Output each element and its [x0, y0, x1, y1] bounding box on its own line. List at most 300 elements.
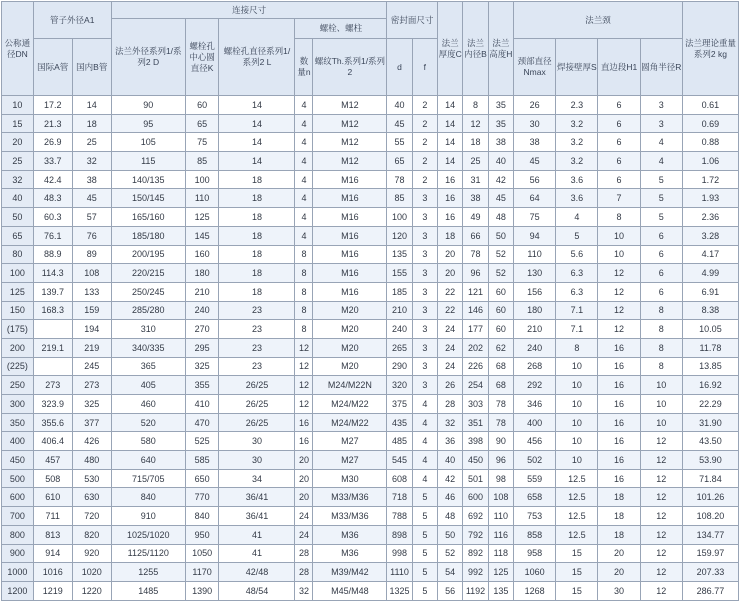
cell-th: M24/M22N: [313, 376, 387, 395]
cell-f: 2: [412, 96, 437, 115]
cell-a: 273: [33, 376, 72, 395]
cell-h1: 10: [598, 226, 640, 245]
cell-dn: 250: [2, 376, 34, 395]
cell-c: 40: [438, 451, 463, 470]
cell-c: 46: [438, 488, 463, 507]
cell-s: 15: [556, 563, 598, 582]
cell-b: 194: [72, 320, 111, 339]
cell-dn: (225): [2, 357, 34, 376]
cell-h: 42: [488, 170, 513, 189]
cell-sd: 120: [387, 226, 412, 245]
cell-sd: 55: [387, 133, 412, 152]
cell-nm: 346: [514, 395, 556, 414]
cell-h1: 20: [598, 563, 640, 582]
cell-nm: 45: [514, 152, 556, 171]
cell-k: 325: [185, 357, 219, 376]
header-pipe-od-intl: 国际A管: [33, 39, 72, 96]
cell-h1: 18: [598, 507, 640, 526]
cell-th: M24/M22: [313, 413, 387, 432]
cell-k: 100: [185, 170, 219, 189]
cell-h1: 12: [598, 264, 640, 283]
cell-dn: 500: [2, 469, 34, 488]
cell-k: 125: [185, 208, 219, 227]
table-row: [2, 432, 739, 451]
cell-dn: 100: [2, 264, 34, 283]
cell-b: 133: [72, 282, 111, 301]
cell-bi: 25: [463, 152, 488, 171]
cell-bi: 792: [463, 525, 488, 544]
cell-d: 840: [111, 488, 185, 507]
cell-d: 405: [111, 376, 185, 395]
cell-r: 12: [640, 488, 682, 507]
cell-r: 8: [640, 301, 682, 320]
cell-sd: 40: [387, 96, 412, 115]
cell-sd: 290: [387, 357, 412, 376]
cell-th: M30: [313, 469, 387, 488]
cell-k: 470: [185, 413, 219, 432]
cell-r: 10: [640, 395, 682, 414]
cell-dn: 1000: [2, 563, 34, 582]
cell-d: 580: [111, 432, 185, 451]
cell-k: 525: [185, 432, 219, 451]
cell-f: 3: [412, 357, 437, 376]
cell-r: 12: [640, 451, 682, 470]
cell-th: M20: [313, 338, 387, 357]
header-neck-h1: 直边段H1: [598, 39, 640, 96]
cell-sd: 265: [387, 338, 412, 357]
header-connection: 连接尺寸: [111, 2, 387, 19]
header-height: 法兰高度H: [488, 2, 513, 96]
cell-c: 52: [438, 544, 463, 563]
cell-a: 711: [33, 507, 72, 526]
cell-h: 60: [488, 301, 513, 320]
cell-r: 8: [640, 320, 682, 339]
cell-kg: 6.91: [682, 282, 738, 301]
cell-c: 14: [438, 152, 463, 171]
cell-nm: 502: [514, 451, 556, 470]
table-row: [2, 226, 739, 245]
cell-s: 8: [556, 338, 598, 357]
cell-dn: 900: [2, 544, 34, 563]
cell-n: 4: [295, 170, 313, 189]
cell-kg: 4.99: [682, 264, 738, 283]
cell-s: 3.2: [556, 152, 598, 171]
cell-dn: 50: [2, 208, 34, 227]
cell-d: 460: [111, 395, 185, 414]
cell-r: 4: [640, 152, 682, 171]
cell-c: 24: [438, 338, 463, 357]
cell-k: 1170: [185, 563, 219, 582]
cell-s: 3.2: [556, 114, 598, 133]
cell-bi: 18: [463, 133, 488, 152]
cell-n: 4: [295, 133, 313, 152]
cell-h1: 12: [598, 301, 640, 320]
cell-c: 22: [438, 282, 463, 301]
cell-h1: 30: [598, 581, 640, 600]
cell-sd: 1110: [387, 563, 412, 582]
header-bolts: 螺栓、螺柱: [295, 19, 387, 39]
cell-b: 245: [72, 357, 111, 376]
cell-nm: 858: [514, 525, 556, 544]
cell-h1: 18: [598, 525, 640, 544]
cell-k: 950: [185, 525, 219, 544]
cell-b: 920: [72, 544, 111, 563]
cell-h: 98: [488, 469, 513, 488]
header-seal-f: f: [412, 39, 437, 96]
cell-k: 160: [185, 245, 219, 264]
cell-th: M12: [313, 96, 387, 115]
cell-th: M16: [313, 282, 387, 301]
cell-th: M12: [313, 152, 387, 171]
cell-kg: 1.06: [682, 152, 738, 171]
cell-sd: 1325: [387, 581, 412, 600]
table-row: [2, 525, 739, 544]
cell-h1: 6: [598, 133, 640, 152]
cell-nm: 75: [514, 208, 556, 227]
cell-l: 18: [219, 170, 295, 189]
cell-kg: 207.33: [682, 563, 738, 582]
cell-r: 12: [640, 544, 682, 563]
cell-l: 30: [219, 451, 295, 470]
cell-kg: 0.88: [682, 133, 738, 152]
cell-l: 26/25: [219, 376, 295, 395]
cell-f: 2: [412, 133, 437, 152]
cell-r: 12: [640, 507, 682, 526]
cell-th: M12: [313, 114, 387, 133]
header-weight: 法兰理论重量系列2 kg: [682, 2, 738, 96]
header-bolt-circle: 螺栓孔中心圆直径K: [185, 19, 219, 96]
cell-sd: 608: [387, 469, 412, 488]
cell-a: 88.9: [33, 245, 72, 264]
cell-f: 2: [412, 152, 437, 171]
cell-h1: 12: [598, 282, 640, 301]
header-pipe-od-cn: 国内B管: [72, 39, 111, 96]
cell-bi: 600: [463, 488, 488, 507]
cell-d: 105: [111, 133, 185, 152]
cell-a: 813: [33, 525, 72, 544]
cell-kg: 108.20: [682, 507, 738, 526]
header-thickness: 法兰厚度C: [438, 2, 463, 96]
cell-b: 45: [72, 189, 111, 208]
cell-kg: 3.28: [682, 226, 738, 245]
header-dn: 公称通径DN: [2, 2, 34, 96]
cell-sd: 788: [387, 507, 412, 526]
cell-th: M16: [313, 170, 387, 189]
table-row: [2, 320, 739, 339]
cell-n: 12: [295, 395, 313, 414]
header-inner: 法兰内径B: [463, 2, 488, 96]
cell-n: 12: [295, 357, 313, 376]
cell-h1: 16: [598, 395, 640, 414]
cell-th: M16: [313, 208, 387, 227]
cell-n: 8: [295, 301, 313, 320]
cell-d: 90: [111, 96, 185, 115]
cell-c: 56: [438, 581, 463, 600]
cell-a: 17.2: [33, 96, 72, 115]
cell-s: 10: [556, 357, 598, 376]
cell-h: 78: [488, 413, 513, 432]
cell-a: 76.1: [33, 226, 72, 245]
cell-kg: 11.78: [682, 338, 738, 357]
cell-bi: 254: [463, 376, 488, 395]
cell-n: 28: [295, 563, 313, 582]
cell-s: 4: [556, 208, 598, 227]
cell-h: 52: [488, 264, 513, 283]
cell-r: 5: [640, 208, 682, 227]
cell-bi: 146: [463, 301, 488, 320]
header-bolt-thread: 螺纹Th.系列1/系列2: [313, 39, 387, 96]
cell-c: 36: [438, 432, 463, 451]
cell-dn: 125: [2, 282, 34, 301]
cell-nm: 292: [514, 376, 556, 395]
cell-c: 20: [438, 264, 463, 283]
cell-r: 6: [640, 282, 682, 301]
cell-dn: 700: [2, 507, 34, 526]
cell-h: 45: [488, 189, 513, 208]
cell-c: 24: [438, 357, 463, 376]
table-row: [2, 488, 739, 507]
cell-a: 168.3: [33, 301, 72, 320]
cell-h: 52: [488, 245, 513, 264]
cell-a: 508: [33, 469, 72, 488]
cell-l: 23: [219, 357, 295, 376]
cell-bi: 121: [463, 282, 488, 301]
cell-k: 410: [185, 395, 219, 414]
cell-d: 165/160: [111, 208, 185, 227]
cell-k: 85: [185, 152, 219, 171]
cell-r: 3: [640, 96, 682, 115]
cell-bi: 38: [463, 189, 488, 208]
cell-sd: 320: [387, 376, 412, 395]
cell-a: 914: [33, 544, 72, 563]
cell-f: 5: [412, 488, 437, 507]
cell-nm: 156: [514, 282, 556, 301]
cell-bi: 202: [463, 338, 488, 357]
cell-d: 1025/1020: [111, 525, 185, 544]
cell-b: 630: [72, 488, 111, 507]
cell-c: 14: [438, 114, 463, 133]
cell-r: 6: [640, 264, 682, 283]
cell-f: 2: [412, 170, 437, 189]
header-sealing: 密封面尺寸: [387, 2, 438, 39]
cell-n: 8: [295, 282, 313, 301]
cell-bi: 501: [463, 469, 488, 488]
cell-d: 1255: [111, 563, 185, 582]
cell-a: 406.4: [33, 432, 72, 451]
cell-nm: 56: [514, 170, 556, 189]
cell-sd: 718: [387, 488, 412, 507]
table-row: [2, 282, 739, 301]
cell-l: 48/54: [219, 581, 295, 600]
cell-kg: 71.84: [682, 469, 738, 488]
cell-l: 14: [219, 96, 295, 115]
cell-b: 720: [72, 507, 111, 526]
cell-n: 24: [295, 525, 313, 544]
cell-sd: 375: [387, 395, 412, 414]
cell-bi: 12: [463, 114, 488, 133]
cell-sd: 85: [387, 189, 412, 208]
cell-dn: 15: [2, 114, 34, 133]
cell-sd: 485: [387, 432, 412, 451]
cell-a: 323.9: [33, 395, 72, 414]
cell-th: M16: [313, 264, 387, 283]
table-row: [2, 152, 739, 171]
cell-l: 26/25: [219, 395, 295, 414]
table-row: [2, 581, 739, 600]
cell-b: 108: [72, 264, 111, 283]
table-row: [2, 357, 739, 376]
cell-l: 36/41: [219, 507, 295, 526]
cell-nm: 30: [514, 114, 556, 133]
flange-spec-table: [1, 1, 739, 601]
flange-spec-table-container: [1, 1, 739, 596]
table-header: [2, 2, 739, 96]
cell-dn: 150: [2, 301, 34, 320]
cell-h: 116: [488, 525, 513, 544]
table-row: [2, 245, 739, 264]
cell-b: 76: [72, 226, 111, 245]
cell-l: 18: [219, 282, 295, 301]
cell-kg: 134.77: [682, 525, 738, 544]
cell-bi: 66: [463, 226, 488, 245]
cell-c: 14: [438, 133, 463, 152]
cell-f: 4: [412, 413, 437, 432]
cell-nm: 130: [514, 264, 556, 283]
cell-h1: 16: [598, 432, 640, 451]
cell-c: 16: [438, 170, 463, 189]
cell-n: 20: [295, 469, 313, 488]
cell-n: 16: [295, 413, 313, 432]
table-row: [2, 507, 739, 526]
cell-r: 12: [640, 432, 682, 451]
cell-h1: 16: [598, 338, 640, 357]
cell-r: 12: [640, 469, 682, 488]
cell-l: 14: [219, 114, 295, 133]
cell-b: 32: [72, 152, 111, 171]
cell-f: 3: [412, 301, 437, 320]
cell-nm: 958: [514, 544, 556, 563]
cell-s: 3.2: [556, 133, 598, 152]
cell-n: 28: [295, 544, 313, 563]
cell-l: 14: [219, 152, 295, 171]
cell-s: 5: [556, 226, 598, 245]
cell-h: 62: [488, 338, 513, 357]
cell-d: 220/215: [111, 264, 185, 283]
cell-dn: 32: [2, 170, 34, 189]
cell-k: 770: [185, 488, 219, 507]
cell-sd: 135: [387, 245, 412, 264]
cell-c: 54: [438, 563, 463, 582]
cell-l: 41: [219, 544, 295, 563]
cell-r: 8: [640, 338, 682, 357]
cell-b: 480: [72, 451, 111, 470]
cell-s: 15: [556, 581, 598, 600]
header-neck-r: 圆角半径R: [640, 39, 682, 96]
cell-kg: 159.97: [682, 544, 738, 563]
cell-th: M12: [313, 133, 387, 152]
cell-f: 5: [412, 507, 437, 526]
cell-n: 20: [295, 488, 313, 507]
table-row: [2, 133, 739, 152]
cell-l: 23: [219, 301, 295, 320]
cell-r: 5: [640, 189, 682, 208]
cell-a: 457: [33, 451, 72, 470]
cell-a: 355.6: [33, 413, 72, 432]
cell-d: 640: [111, 451, 185, 470]
cell-d: 715/705: [111, 469, 185, 488]
cell-b: 14: [72, 96, 111, 115]
cell-th: M36: [313, 544, 387, 563]
cell-s: 6.3: [556, 264, 598, 283]
cell-n: 20: [295, 451, 313, 470]
cell-c: 24: [438, 320, 463, 339]
cell-d: 200/195: [111, 245, 185, 264]
cell-nm: 64: [514, 189, 556, 208]
cell-l: 34: [219, 469, 295, 488]
cell-n: 4: [295, 226, 313, 245]
table-row: [2, 170, 739, 189]
cell-n: 4: [295, 96, 313, 115]
cell-b: 426: [72, 432, 111, 451]
cell-th: M16: [313, 245, 387, 264]
cell-nm: 94: [514, 226, 556, 245]
cell-h: 125: [488, 563, 513, 582]
cell-th: M16: [313, 226, 387, 245]
table-row: [2, 563, 739, 582]
cell-f: 3: [412, 245, 437, 264]
cell-k: 240: [185, 301, 219, 320]
table-row: [2, 114, 739, 133]
cell-r: 5: [640, 170, 682, 189]
cell-f: 5: [412, 544, 437, 563]
cell-th: M27: [313, 432, 387, 451]
cell-n: 4: [295, 114, 313, 133]
cell-nm: 753: [514, 507, 556, 526]
cell-r: 6: [640, 245, 682, 264]
cell-n: 8: [295, 264, 313, 283]
cell-d: 1125/1120: [111, 544, 185, 563]
table-row: [2, 395, 739, 414]
table-row: [2, 96, 739, 115]
cell-nm: 110: [514, 245, 556, 264]
cell-b: 57: [72, 208, 111, 227]
cell-h: 40: [488, 152, 513, 171]
cell-n: 8: [295, 245, 313, 264]
cell-kg: 8.38: [682, 301, 738, 320]
cell-bi: 351: [463, 413, 488, 432]
cell-h1: 16: [598, 376, 640, 395]
table-row: [2, 451, 739, 470]
cell-l: 36/41: [219, 488, 295, 507]
cell-sd: 65: [387, 152, 412, 171]
cell-a: 21.3: [33, 114, 72, 133]
table-row: [2, 544, 739, 563]
cell-b: 18: [72, 114, 111, 133]
cell-s: 2.3: [556, 96, 598, 115]
cell-h: 110: [488, 507, 513, 526]
cell-r: 8: [640, 357, 682, 376]
cell-bi: 78: [463, 245, 488, 264]
cell-k: 650: [185, 469, 219, 488]
cell-nm: 456: [514, 432, 556, 451]
cell-n: 4: [295, 152, 313, 171]
cell-a: 42.4: [33, 170, 72, 189]
cell-c: 28: [438, 395, 463, 414]
cell-sd: 435: [387, 413, 412, 432]
cell-b: 38: [72, 170, 111, 189]
cell-h: 135: [488, 581, 513, 600]
cell-f: 3: [412, 320, 437, 339]
